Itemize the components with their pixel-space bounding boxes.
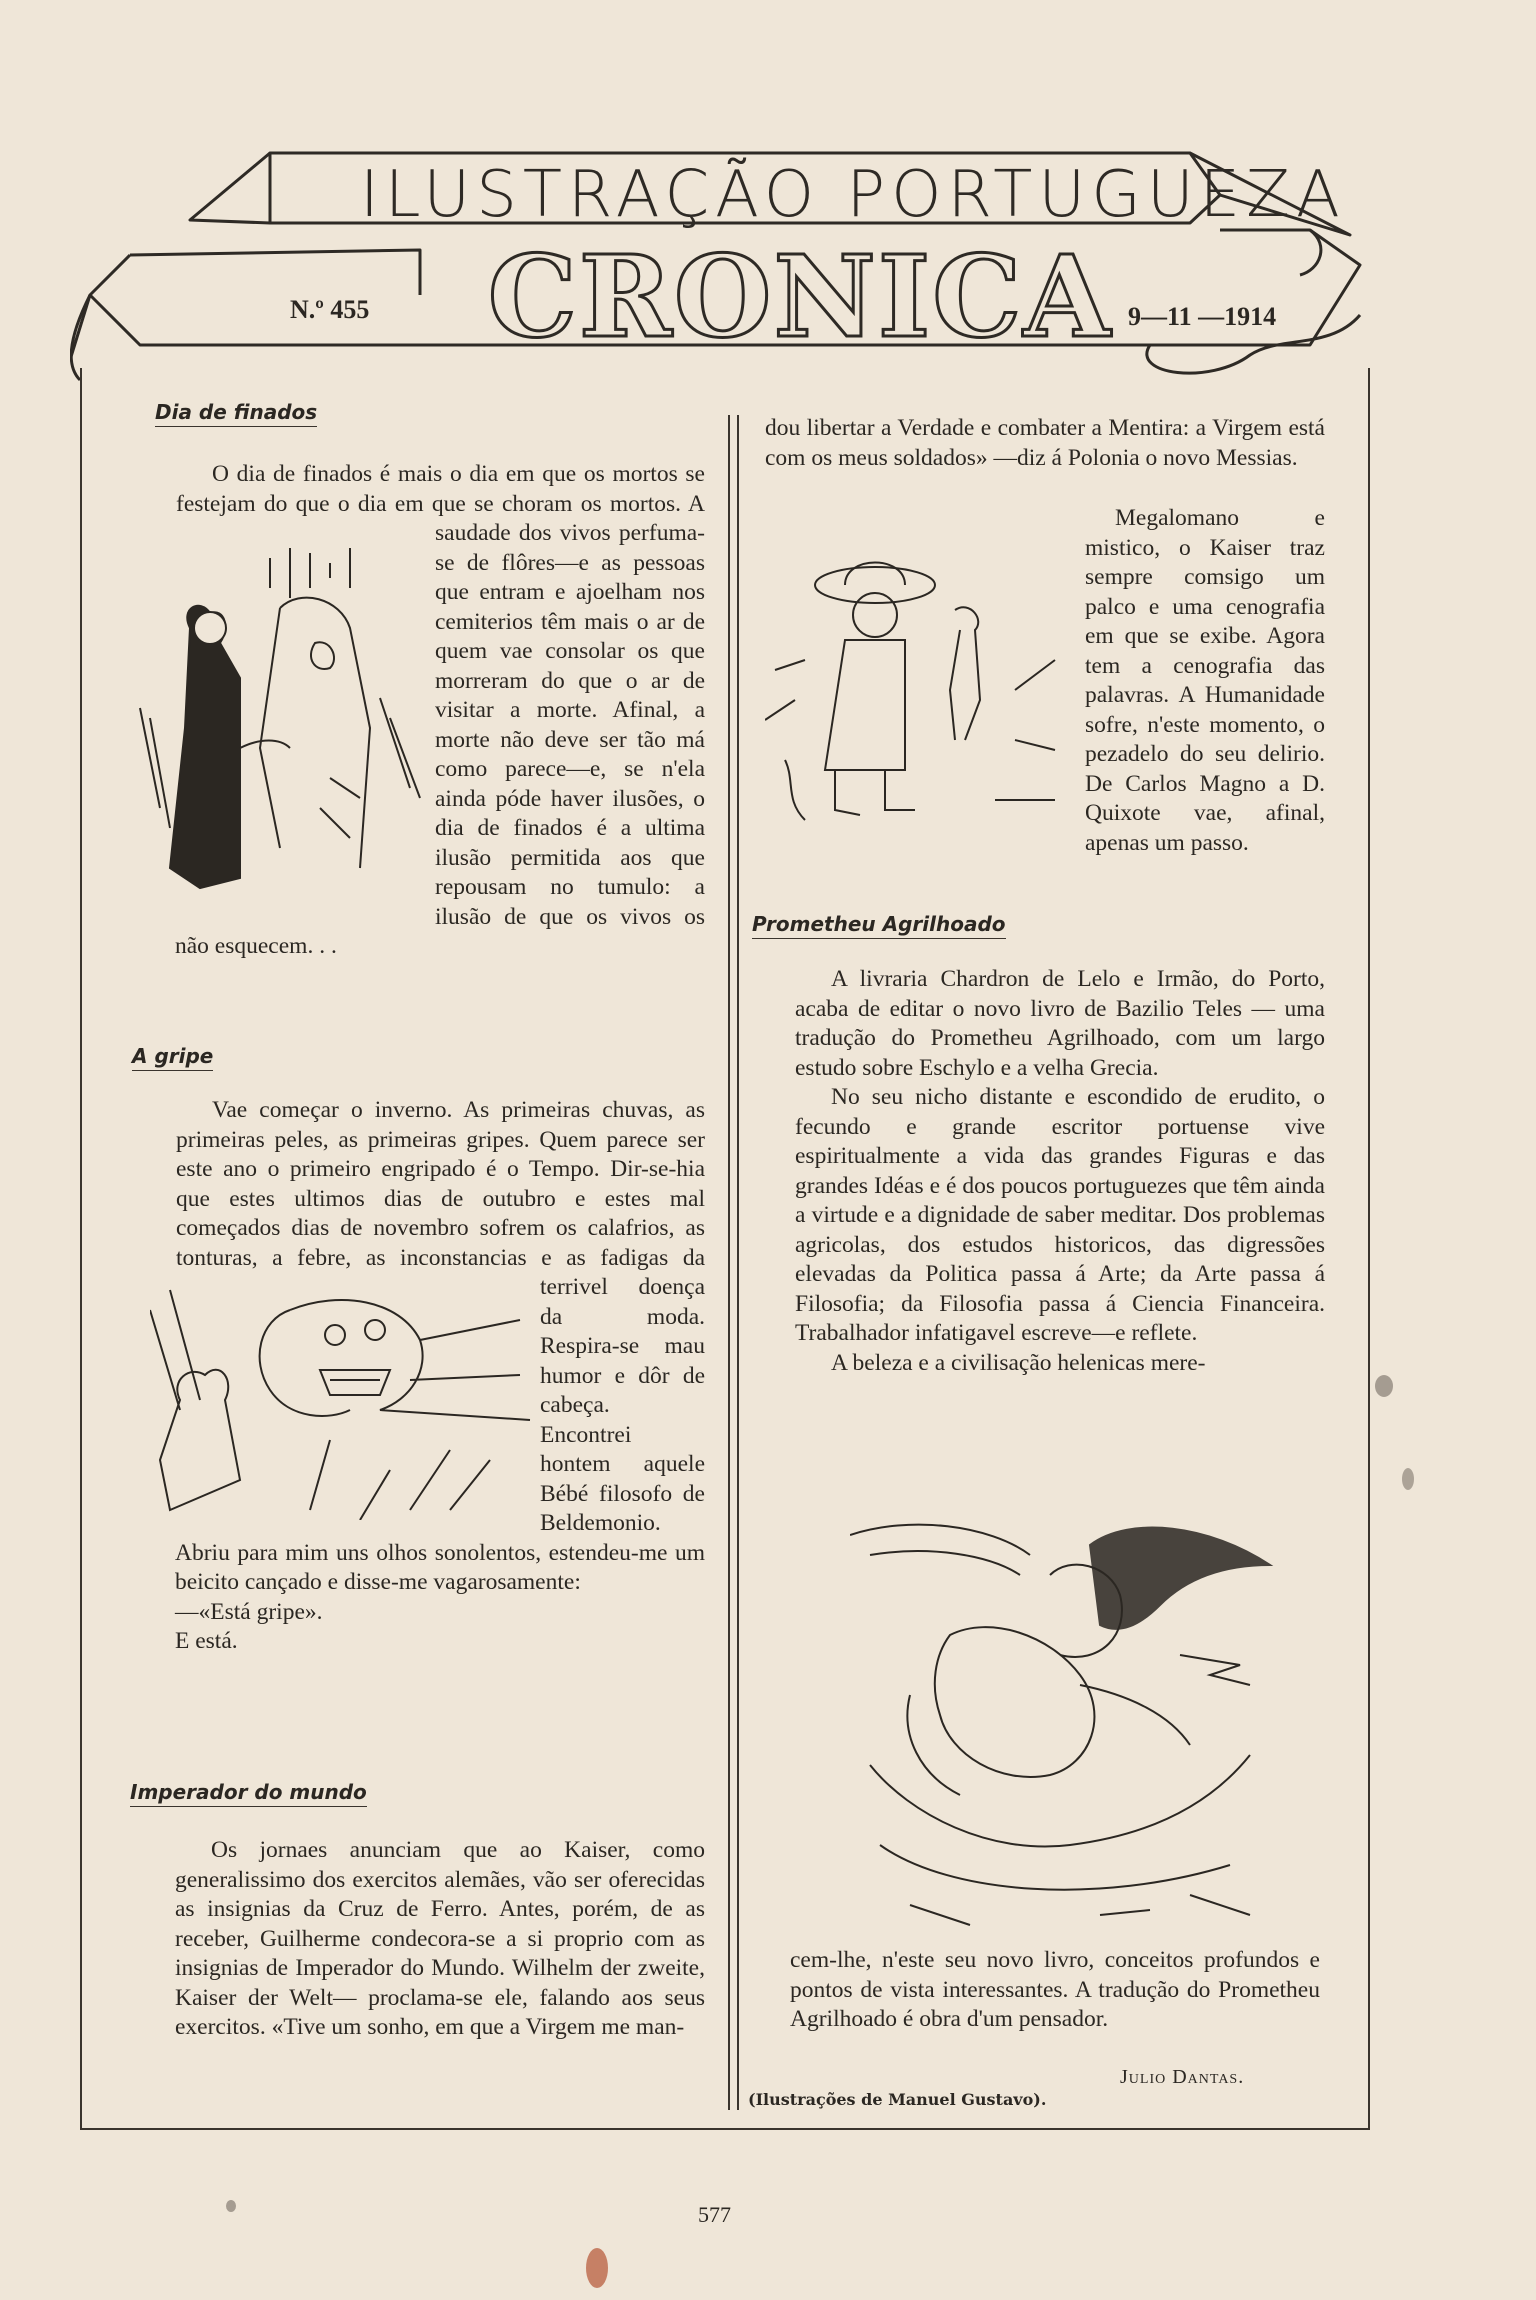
text-wrap-spacer <box>175 1096 176 1274</box>
heading-dia-de-finados: Dia de finados <box>155 400 317 427</box>
prometheu-text <box>795 965 1325 1378</box>
paragraph: E está. <box>175 1628 238 1654</box>
paragraph: —«Está gripe». <box>175 1598 323 1625</box>
column-divider <box>728 415 730 2110</box>
paragraph: Megalomano e mistico, o Kaiser traz sempre comsigo um palco e uma cenografia em que se exibe. Agora tem a cenografia das palavras. A Humanidade sofre, n'este momento, o pezadelo do seu delirio. De Carlos Magno a D. Quixote vae, afinal, apenas um passo. <box>1085 505 1325 856</box>
paper-stain <box>1402 1468 1414 1490</box>
kaiser-text-wrap <box>1085 504 1325 858</box>
text-wrap-spacer <box>175 548 435 928</box>
paragraph: Os jornaes anunciam que ao Kaiser, como generalissimo dos exercitos alemães, vão ser oferecidas as insignias da Cruz de Ferro. Antes, porém, de as receber, Guilherme condecora-se a si proprio com as insignias de Imperador do Mundo. Wilhelm der zweite, Kaiser der Welt— proclama-se ele, falando aos seus exercitos. «Tive um sonho, em que a Virgem me man- <box>175 1837 705 2040</box>
imperador-do-mundo-text <box>175 1836 705 2043</box>
column-divider <box>737 415 739 2110</box>
paragraph: dou libertar a Verdade e combater a Mentira: a Virgem está com os meus soldados» —diz á Polonia o novo Messias. <box>765 415 1325 471</box>
a-gripe-text <box>175 1096 705 1657</box>
kaiser-don-quixote-illustration <box>765 540 1065 830</box>
paper-stain <box>586 2248 608 2288</box>
prometheu-closing <box>790 1946 1320 2035</box>
section-title: CRONICA <box>487 232 1113 363</box>
issue-date: 9—11 —1914 <box>1128 302 1277 331</box>
paragraph: cem-lhe, n'este seu novo livro, conceitos profundos e pontos de vista interessantes. A tradução do Prometheu Agrilhoado é obra d'um pensador. <box>790 1947 1320 2032</box>
paragraph: A beleza e a civilisação helenicas mere- <box>831 1349 1206 1376</box>
issue-number: N.º 455 <box>290 295 370 324</box>
paragraph: A livraria Chardron de Lelo e Irmão, do Porto, acaba de editar o novo livro de Bazilio Teles — uma tradução do Prometheu Agrilhoado, com um largo estudo sobre Eschylo e a velha Grecia. <box>795 966 1325 1081</box>
heading-imperador-do-mundo: Imperador do mundo <box>130 1780 367 1807</box>
heading-prometheu-agrilhoado: Prometheu Agrilhoado <box>752 912 1006 939</box>
page-number: 577 <box>698 2202 731 2227</box>
paper-stain <box>226 2200 236 2212</box>
paragraph: O dia de finados é mais o dia em que os mortos se festejam do que o dia em que se choram os mortos. A saudade dos vivos perfuma-se de flôres—e as pessoas que entram e ajoelham nos cemiterios têm mais o ar de quem vae consolar os que morreram do que o ar de visitar a morte. Afinal, a morte não deve ser tão má como parece—e, se n'ela ainda póde haver ilusões, o dia de finados é a ultima ilusão permitida aos que repousam no tumulo: a ilusão de que os vivos os não esquecem. . . <box>175 461 705 959</box>
dia-de-finados-text <box>175 460 705 962</box>
prometheus-eagle-illustration <box>850 1515 1290 1935</box>
text-wrap-spacer <box>175 1274 540 1510</box>
illustration-credit: (Ilustrações de Manuel Gustavo). <box>748 2090 1047 2109</box>
heading-a-gripe: A gripe <box>132 1044 213 1071</box>
paragraph: Vae começar o inverno. As primeiras chuvas, as primeiras peles, as primeiras gripes. Quem parece ser este ano o primeiro engripado é o Tempo. Dir-se-hia que estes ultimos dias de outubro e estes mal começados dias de novembro sofrem os calafrios, as tonturas, a febre, as inconstancias e as fadigas da terrivel doença da moda. Respira-se mau humor e dôr de cabeça. Encontrei hontem aquele Bébé filosofo de Beldemonio. Abriu para mim uns olhos sonolentos, estendeu-me um beicito cançado e disse-me vagarosamente: <box>175 1097 705 1595</box>
paper-stain <box>1375 1375 1393 1397</box>
paragraph: No seu nicho distante e escondido de erudito, o fecundo e grande escritor portuense vive espiritualmente a vida das grandes Figuras e das grandes Idéas e é dos poucos portuguezes que têm ainda a virtude e a dignidade de saber meditar. Dos problemas agricolas, dos estudos historicos, das digressões elevadas da Politica passa á Arte; da Arte passa á Filosofia; da Filosofia passa á Ciencia Financeira. Trabalhador infatigavel escreve—e reflete. <box>795 1084 1325 1346</box>
magazine-title: ILUSTRAÇÃO PORTUGUEZA <box>360 158 1346 232</box>
imperador-continuation <box>765 414 1325 473</box>
author-signature: Julio Dantas. <box>1120 2066 1245 2088</box>
